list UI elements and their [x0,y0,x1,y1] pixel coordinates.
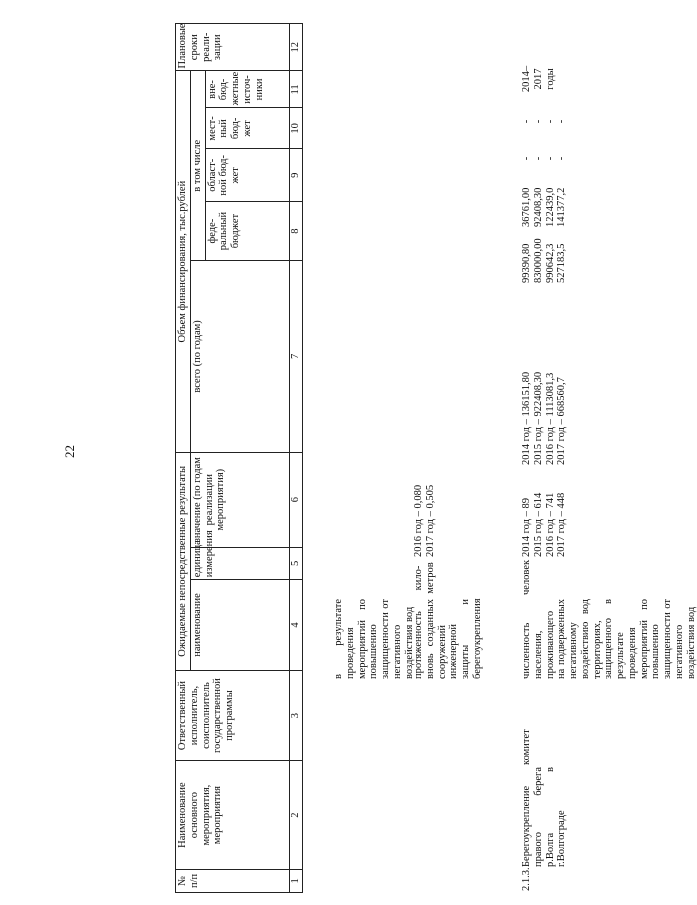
row-regional-value: 36761,00 [521,187,532,227]
column-number: 7 [289,261,302,453]
header-value: значение (по годам реализации мероприятия) [190,452,289,547]
column-number: 11 [289,71,302,108]
column-number: 8 [289,202,302,261]
row-federal-value: 527183,5 [556,243,568,283]
row-regional [521,179,568,227]
row-value: 2014 год – 89 [521,498,532,557]
row-values [521,469,568,557]
row-activity-name: Берегоукрепление правого берега р.Волга в г.Волгограде [521,767,568,867]
header-executor: Ответственный исполнитель, соисполнитель государственной программы [176,670,290,761]
row-extrabudget-value: - [532,119,544,124]
header-extrabudget: вне-бюд-жетные источ-ники [205,71,289,108]
length-unit: кило-метров [413,562,436,594]
row-regional-value: 122439,0 [544,187,556,227]
header-planned-terms: Плановые сроки реали-зации [176,24,290,71]
continuation-result-text: в результате проведения мероприятий по повышению защищенности от негативного воздействия вод [333,599,415,679]
header-result-name: наименование [190,580,289,671]
column-number: 5 [289,547,302,580]
row-local-value: - [544,156,556,161]
row-extrabudget-value: - [521,119,532,124]
row-federal-value: 830000,00 [532,238,544,283]
row-regional-value: 92408,30 [532,187,544,227]
row-planned-term: 2014– 2017 годы [521,65,556,93]
row-local-value: - [532,156,544,161]
header-federal: феде-ральный бюджет [205,202,289,261]
row-local-value: - [556,156,568,161]
page-number: 22 [62,445,77,458]
column-number: 3 [289,670,302,761]
row-extrabudget-value: - [544,119,556,124]
header-including: в том числе [190,71,205,261]
column-number: 4 [289,580,302,671]
row-value: 2015 год – 614 [532,492,544,557]
column-number: 6 [289,452,302,547]
header-number: № п/п [176,869,290,892]
row-result-text: численность населения, проживающего на подверженных негативному воздействию вод территориях, защищенного в результате проведения мероприятий по повышению защищенности от негативного воздействия вод [521,599,697,679]
length-value: 2016 год – 0,080 [413,484,424,557]
column-number: 9 [289,149,302,202]
row-regional-value: 141377,2 [556,187,568,227]
column-number: 2 [289,761,302,869]
length-result-text: протяженность вновь созданных сооружений инженерной защиты и берегоукрепления [413,598,483,679]
column-number: 1 [289,869,302,892]
row-total-value: 2014 год – 136151,80 [521,371,532,465]
header-local: мест-ный бюд-жет [205,108,289,149]
column-number: 10 [289,108,302,149]
row-executor: комитет [521,729,532,765]
row-extrabudget-value: - [556,119,568,124]
row-local-value: - [521,156,532,161]
header-regional: област-ной бюд-жет [205,149,289,202]
row-value: 2017 год – 448 [556,492,568,557]
length-values [413,469,437,557]
row-number: 2.1.3. [521,867,532,891]
row-value: 2016 год – 741 [544,492,556,557]
header-expected-results: Ожидаемые непосредственные результаты [176,452,191,670]
row-local [521,140,568,177]
row-federal [521,229,568,283]
row-total-value: 2015 год – 922408,30 [532,371,544,465]
row-total-value: 2016 год – 1113081,3 [544,372,556,465]
row-total [521,287,568,465]
header-financing: Объем финансирования, тыс.рублей [176,71,191,452]
length-value: 2017 год – 0,505 [424,484,436,557]
header-activity-name: Наименование основного мероприятия, мероприятия [176,761,290,869]
row-extrabudget [521,105,568,138]
header-unit: единица измерения [190,547,289,580]
row-federal-value: 99390,80 [521,243,532,283]
header-table [175,23,303,893]
row-total-value: 2017 год – 668560,7 [556,377,568,465]
column-number: 12 [289,24,302,71]
row-unit: человек [521,559,532,595]
header-total: всего (по годам) [190,261,289,453]
rotated-table-page [175,13,697,893]
row-federal-value: 990642,3 [544,243,556,283]
